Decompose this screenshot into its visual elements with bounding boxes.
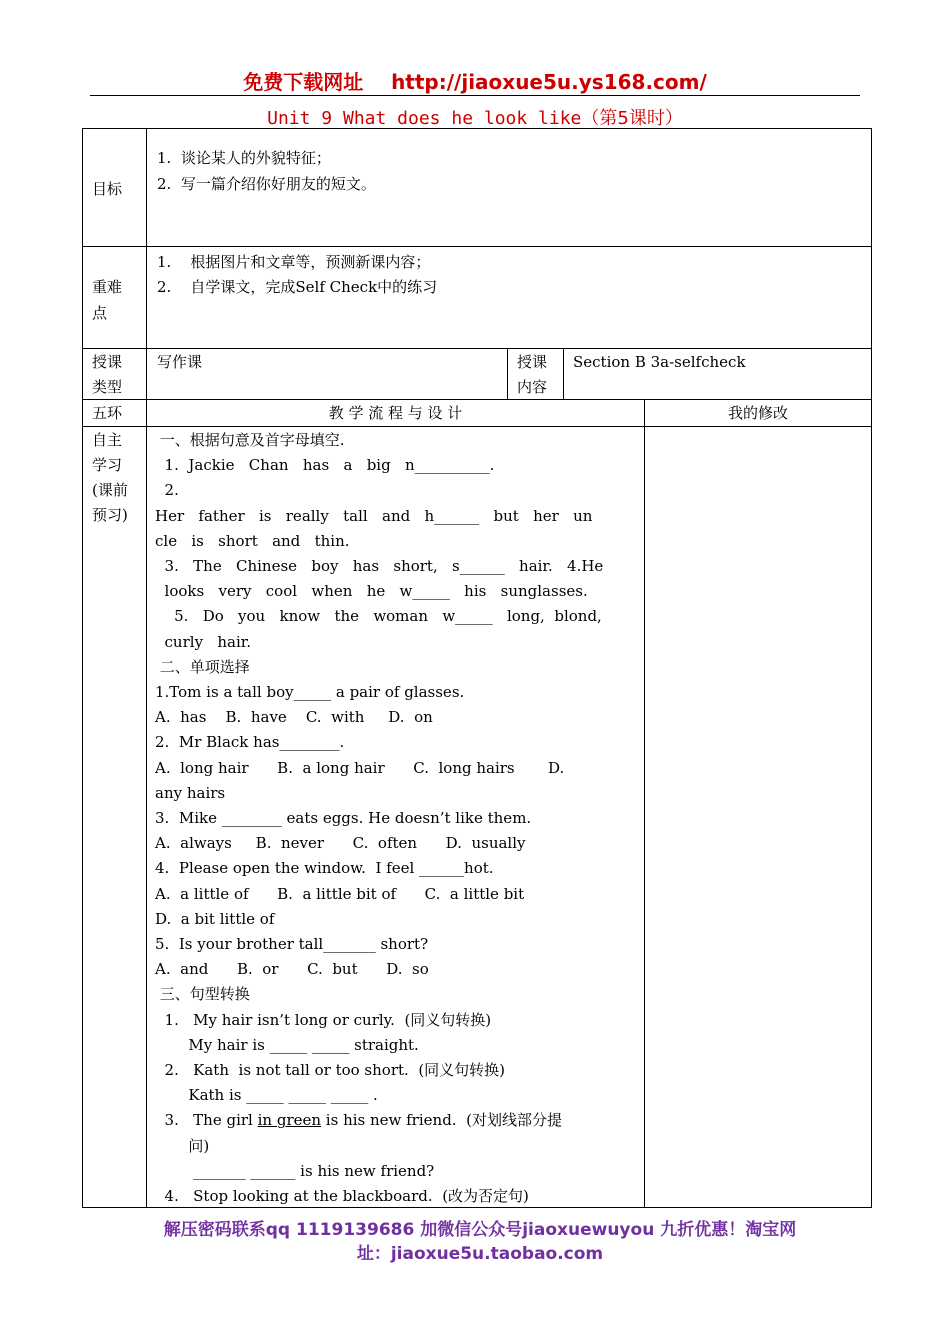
exercise-line: 问) xyxy=(155,1136,210,1155)
exercise-line: 三、句型转换 xyxy=(155,985,250,1004)
exercise-line: A. long hair B. a long hair C. long hairs D. xyxy=(155,758,565,777)
exercise-line: cle is short and thin. xyxy=(155,531,350,550)
exercise-line: 3. Mike ________ eats eggs. He doesn’t like them. xyxy=(155,809,532,827)
goal-label: 目标 xyxy=(92,180,123,198)
exercise-line: 二、单项选择 xyxy=(155,657,250,676)
title-cn: （第5课时） xyxy=(581,108,683,129)
difficulty-item-2: 2. 自学课文，完成Self Check中的练习 xyxy=(157,278,438,296)
exercise-line: D. a bit little of xyxy=(155,909,275,928)
exercise-line: My hair is _____ _____ straight. xyxy=(155,1035,419,1054)
exercise-content-cell xyxy=(146,426,645,1208)
heading-stage: 五环 xyxy=(92,404,123,422)
exercise-line: A. a little of B. a little bit of C. a little bit xyxy=(155,884,525,903)
underlined-phrase: in green xyxy=(257,1111,322,1130)
exercise-line: 1. My hair isn’t long or curly. (同义句转换) xyxy=(155,1010,492,1029)
goal-label-cell xyxy=(82,128,147,247)
lesson-content-value: Section B 3a-selfcheck xyxy=(573,353,746,371)
exercise-line: 2. Mr Black has________. xyxy=(155,733,345,752)
site-url[interactable]: http://jiaoxue5u.ys168.com/ xyxy=(391,70,707,94)
exercise-line: any hairs xyxy=(155,783,226,802)
title-en: Unit 9 What does he look like xyxy=(267,108,582,129)
goal-content-cell xyxy=(146,128,872,247)
difficulty-item-1: 1. 根据图片和文章等，预测新课内容； xyxy=(157,253,431,271)
difficulty-label-cell xyxy=(82,246,147,349)
exercise-line: _______ ______ is his new friend? xyxy=(155,1161,435,1180)
exercise-line: A. always B. never C. often D. usually xyxy=(155,834,526,853)
exercise-line: 4. Stop looking at the blackboard. (改为否定句) xyxy=(155,1187,529,1205)
lesson-type-label-2: 类型 xyxy=(92,378,123,396)
site-label: 免费下载网址 xyxy=(243,70,364,94)
exercise-line: Kath is _____ _____ _____ . xyxy=(155,1086,378,1105)
heading-revision-cell xyxy=(644,399,872,427)
exercise-line: 一、根据句意及首字母填空. xyxy=(155,431,345,449)
heading-revision: 我的修改 xyxy=(727,404,788,422)
exercise-line: 1. Jackie Chan has a big n__________. xyxy=(155,456,495,475)
exercise-line: 5. Do you know the woman w_____ long, blond, xyxy=(155,607,602,626)
heading-process: 教 学 流 程 与 设 计 xyxy=(328,404,463,422)
stage-label-1: 自主 xyxy=(92,431,123,449)
goal-item-1: 1. 谈论某人的外貌特征； xyxy=(157,149,331,167)
exercise-line: Her father is really tall and h______ but her un xyxy=(155,506,593,525)
header-divider xyxy=(90,95,860,96)
exercise-line: A. has B. have C. with D. on xyxy=(155,708,433,727)
goal-item-2: 2. 写一篇介绍你好朋友的短文。 xyxy=(157,175,376,193)
stage-label-4: 预习) xyxy=(92,506,128,524)
exercise-line: 4. Please open the window. I feel ______hot. xyxy=(155,859,494,878)
lesson-type-label-1: 授课 xyxy=(92,353,123,371)
lesson-content-label-2: 内容 xyxy=(517,378,548,396)
exercise-line: looks very cool when he w_____ his sunglasses. xyxy=(155,582,588,601)
footer-line-1: 解压密码联系qq 1119139686 加微信公众号jiaoxuewuyou 九折优惠！淘宝网 xyxy=(163,1220,797,1240)
exercise-line-tail: is his new friend. (对划线部分提 xyxy=(321,1111,562,1130)
lesson-type-value-cell xyxy=(146,348,508,400)
exercise-line: 3. The girl in green is his new friend. (对划线部分提 xyxy=(155,1111,562,1130)
exercise-line: curly hair. xyxy=(155,632,252,651)
difficulty-label-2: 点 xyxy=(92,304,108,322)
footer-contact xyxy=(90,1218,870,1266)
lesson-content-label-1: 授课 xyxy=(517,353,548,371)
stage-label-3: (课前 xyxy=(92,481,128,499)
lesson-type-value: 写作课 xyxy=(157,353,203,371)
difficulty-content-cell xyxy=(146,246,872,349)
stage-label-cell xyxy=(82,426,147,1208)
stage-label-2: 学习 xyxy=(92,456,123,474)
site-header xyxy=(0,66,950,95)
lesson-type-label-cell xyxy=(82,348,147,400)
page-title xyxy=(0,104,950,130)
exercise-line: A. and B. or C. but D. so xyxy=(155,960,429,979)
exercise-line: 2. Kath is not tall or too short. (同义句转换) xyxy=(155,1061,506,1079)
exercise-line: 2. xyxy=(155,481,179,500)
lesson-content-label-cell xyxy=(507,348,564,400)
revision-cell xyxy=(644,426,872,1208)
exercise-line: 3. The Chinese boy has short, s______ hair. 4.He xyxy=(155,557,604,575)
lesson-content-value-cell xyxy=(563,348,872,400)
heading-process-cell xyxy=(146,399,645,427)
exercise-line: 1.Tom is a tall boy_____ a pair of glasses. xyxy=(155,683,465,701)
exercise-line: 5. Is your brother tall_______ short? xyxy=(155,935,429,953)
difficulty-label-1: 重难 xyxy=(92,278,123,296)
footer-line-2: 址：jiaoxue5u.taobao.com xyxy=(356,1244,604,1264)
heading-stage-cell xyxy=(82,399,147,427)
